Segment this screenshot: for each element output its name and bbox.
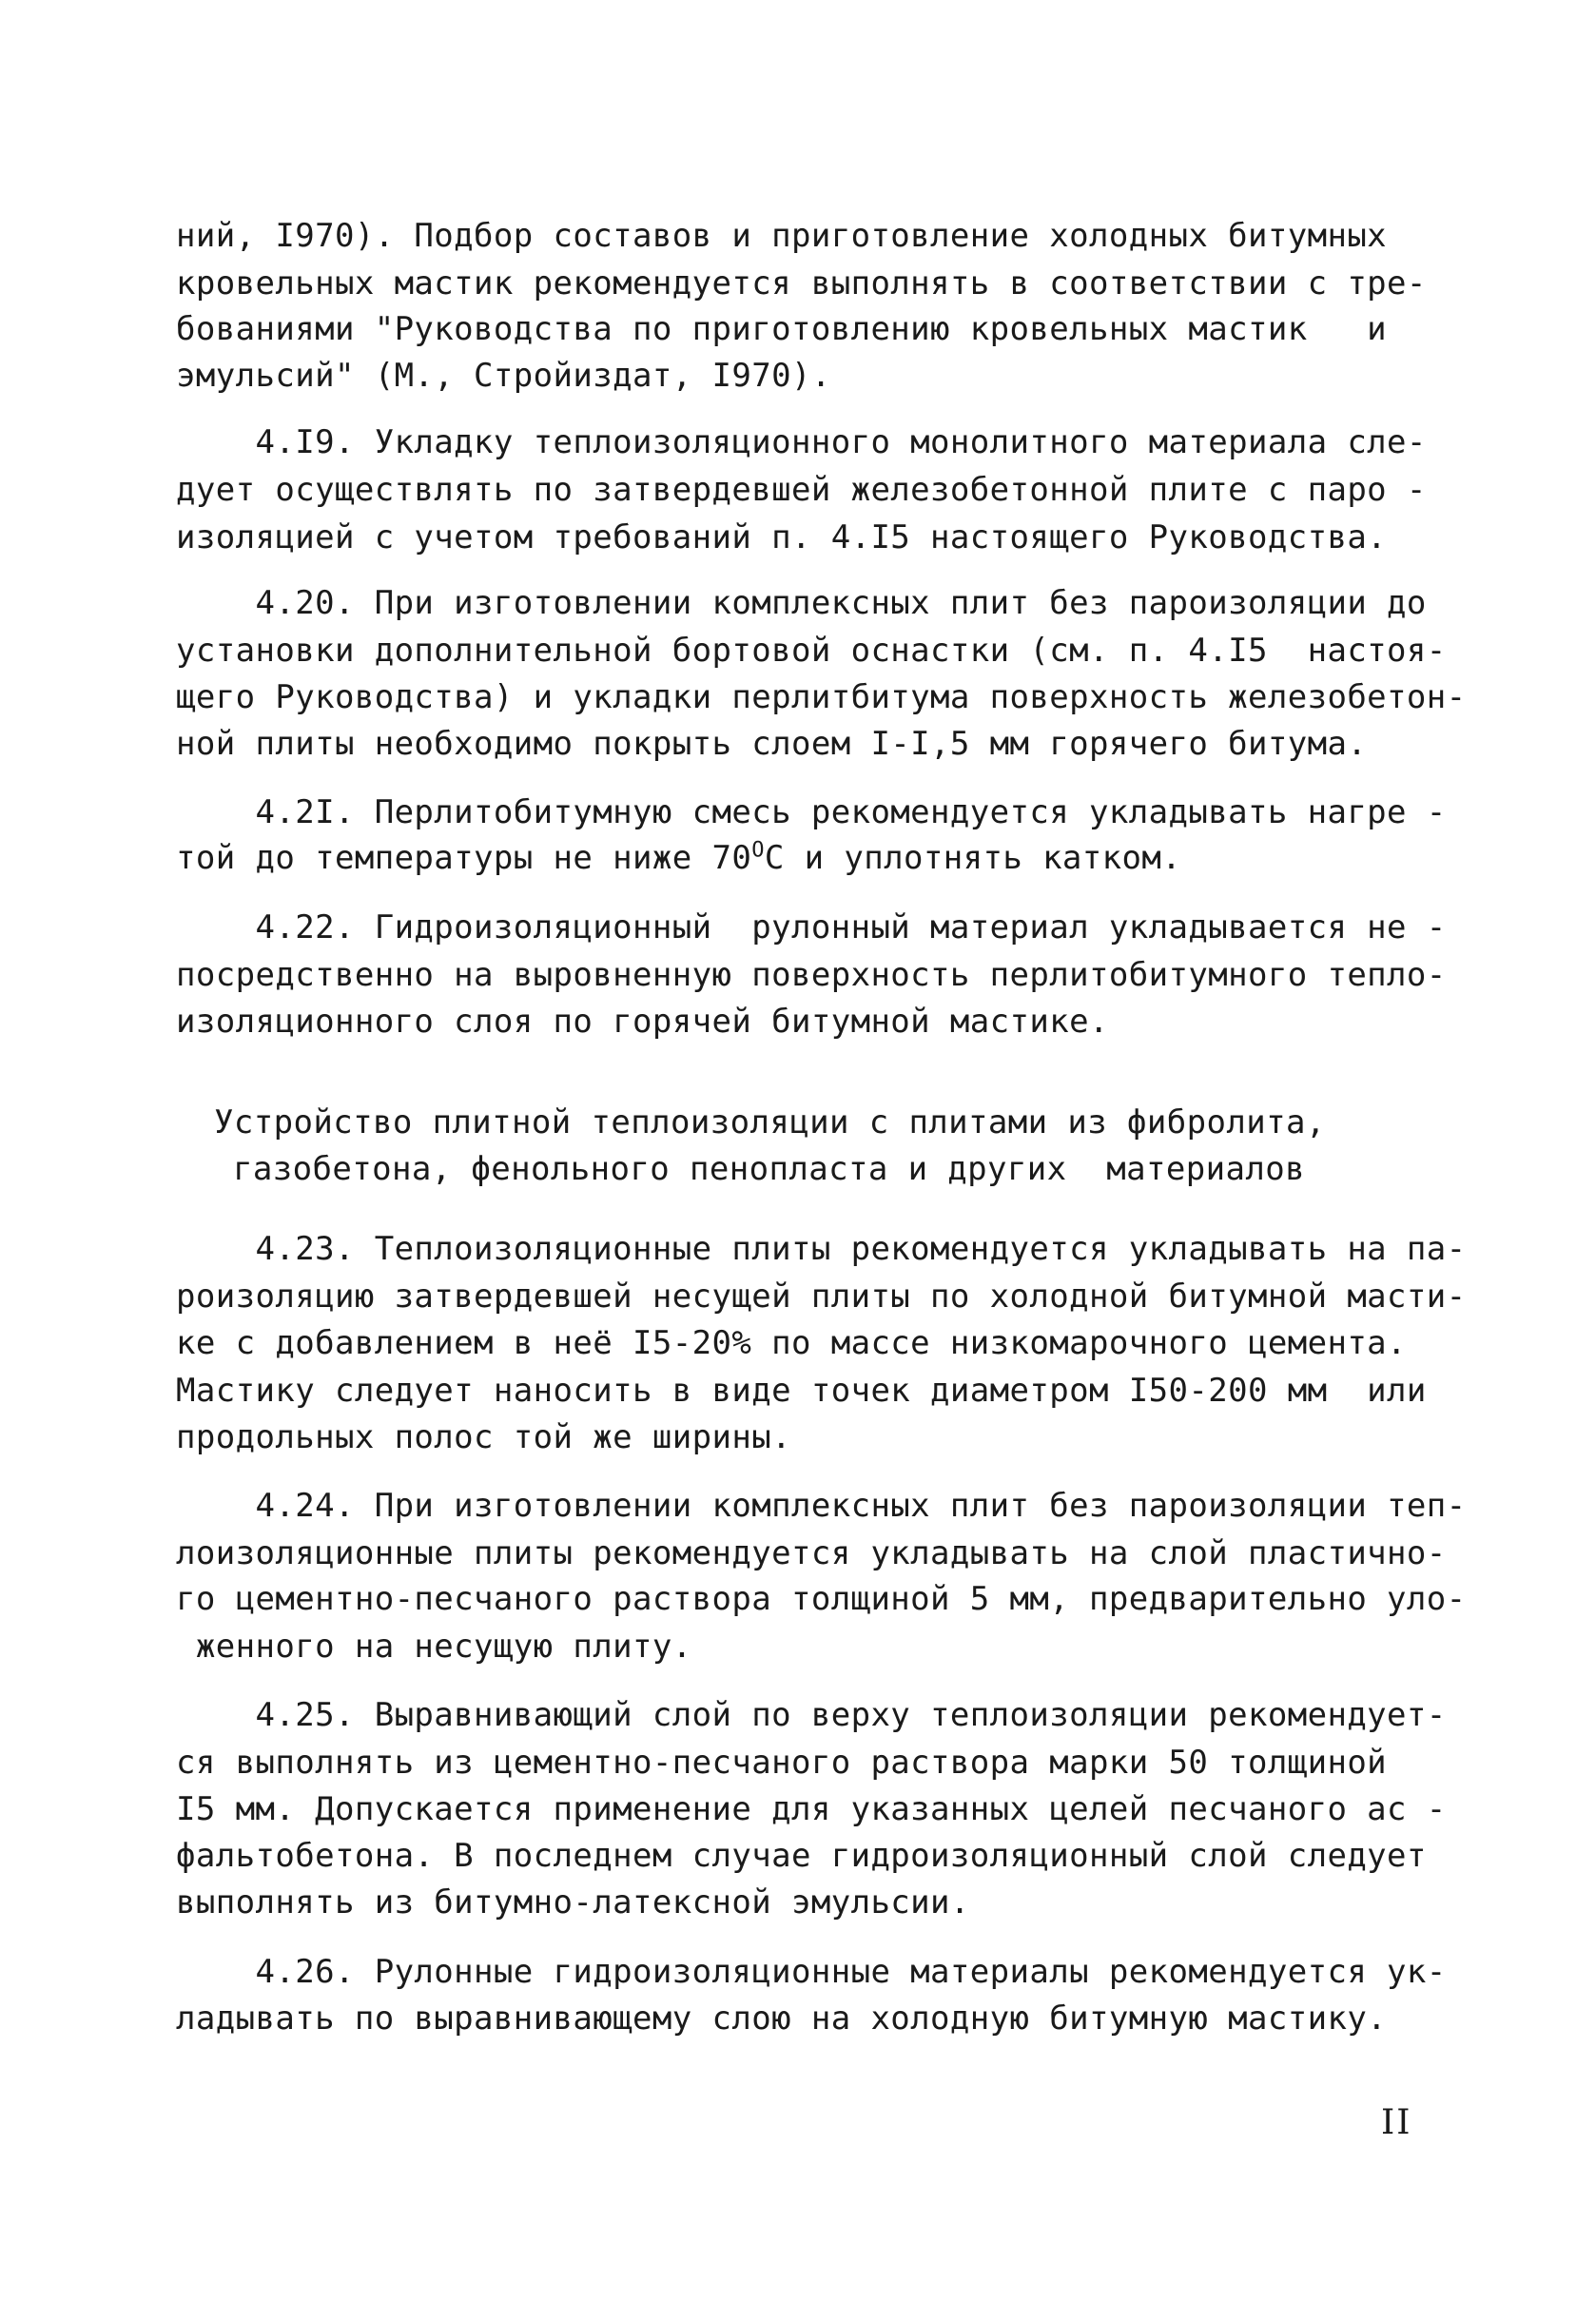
paragraph-4-24-line: лоизоляционные плиты рекомендуется укладывать на слой пластично-	[176, 1534, 1447, 1572]
paragraph-4-21-line: 4.2I. Перлитобитумную смесь рекомендуется укладывать нагре -	[176, 793, 1447, 831]
text-segment: той до температуры не ниже 70	[176, 839, 752, 877]
paragraph-4-25-line: I5 мм. Допускается применение для указанных целей песчаного ас -	[176, 1790, 1447, 1828]
paragraph-4-24-line: женного на несущую плиту.	[176, 1628, 692, 1666]
paragraph-4-25-line: ся выполнять из цементно-песчаного раствора марки 50 толщиной	[176, 1744, 1388, 1782]
paragraph-4-20-line: 4.20. При изготовлении комплексных плит без пароизоляции до	[176, 584, 1427, 622]
paragraph-4-22-line: изоляционного слоя по горячей битумной мастике.	[176, 1003, 1109, 1041]
paragraph-4-23-line: продольных полос той же ширины.	[176, 1418, 791, 1456]
paragraph-4-19-line: изоляцией с учетом требований п. 4.I5 настоящего Руководства.	[176, 518, 1388, 556]
paragraph-4-24-line: 4.24. При изготовлении комплексных плит без пароизоляции теп-	[176, 1487, 1467, 1525]
paragraph-4-19-line: дует осуществлять по затвердевшей железобетонной плите с паро -	[176, 471, 1427, 509]
text-line: кровельных мастик рекомендуется выполнять в соответствии с тре-	[176, 264, 1427, 302]
paragraph-4-26-line: 4.26. Рулонные гидроизоляционные материалы рекомендуется ук-	[176, 1953, 1447, 1991]
page-number: II	[1381, 2103, 1412, 2142]
paragraph-4-20-line: ной плиты необходимо покрыть слоем I-I,5 мм горячего битума.	[176, 725, 1368, 763]
paragraph-4-23-line: Мастику следует наносить в виде точек диаметром I50-200 мм или	[176, 1372, 1427, 1410]
text-segment: С и уплотнять катком.	[764, 839, 1182, 877]
paragraph-4-25-line: фальтобетона. В последнем случае гидроизоляционный слой следует	[176, 1837, 1427, 1875]
degree-superscript: О	[751, 838, 765, 863]
paragraph-4-20-line: установки дополнительной бортовой оснастки (см. п. 4.I5 настоя-	[176, 632, 1447, 670]
paragraph-4-25-line: 4.25. Выравнивающий слой по верху теплоизоляции рекомендует-	[176, 1696, 1447, 1734]
text-line: ний, I970). Подбор составов и приготовление холодных битумных	[176, 217, 1388, 255]
paragraph-4-23-line: роизоляцию затвердевшей несущей плиты по холодной битумной масти-	[176, 1278, 1467, 1316]
section-heading-line: газобетона, фенольного пенопласта и других материалов	[233, 1150, 1305, 1188]
paragraph-4-24-line: го цементно-песчаного раствора толщиной 5 мм, предварительно уло-	[176, 1580, 1467, 1618]
paragraph-4-23-line: 4.23. Теплоизоляционные плиты рекомендуется укладывать на па-	[176, 1230, 1467, 1268]
paragraph-4-23-line: ке с добавлением в неё I5-20% по массе низкомарочного цемента.	[176, 1324, 1407, 1362]
paragraph-4-20-line: щего Руководства) и укладки перлитбитума поверхность железобетон-	[176, 678, 1467, 716]
paragraph-4-21-line	[176, 839, 1181, 877]
paragraph-4-26-line: ладывать по выравнивающему слою на холодную битумную мастику.	[176, 2000, 1388, 2038]
paragraph-4-19-line: 4.I9. Укладку теплоизоляционного монолитного материала сле-	[176, 423, 1427, 461]
paragraph-4-25-line: выполнять из битумно-латексной эмульсии.	[176, 1883, 970, 1922]
section-heading-line: Устройство плитной теплоизоляции с плитами из фибролита,	[214, 1103, 1326, 1141]
text-line: эмульсий" (М., Стройиздат, I970).	[176, 357, 831, 395]
paragraph-4-22-line: посредственно на выровненную поверхность перлитобитумного тепло-	[176, 956, 1447, 994]
paragraph-4-22-line: 4.22. Гидроизоляционный рулонный материал укладывается не -	[176, 908, 1447, 946]
text-line: бованиями "Руководства по приготовлению кровельных мастик и	[176, 310, 1388, 348]
